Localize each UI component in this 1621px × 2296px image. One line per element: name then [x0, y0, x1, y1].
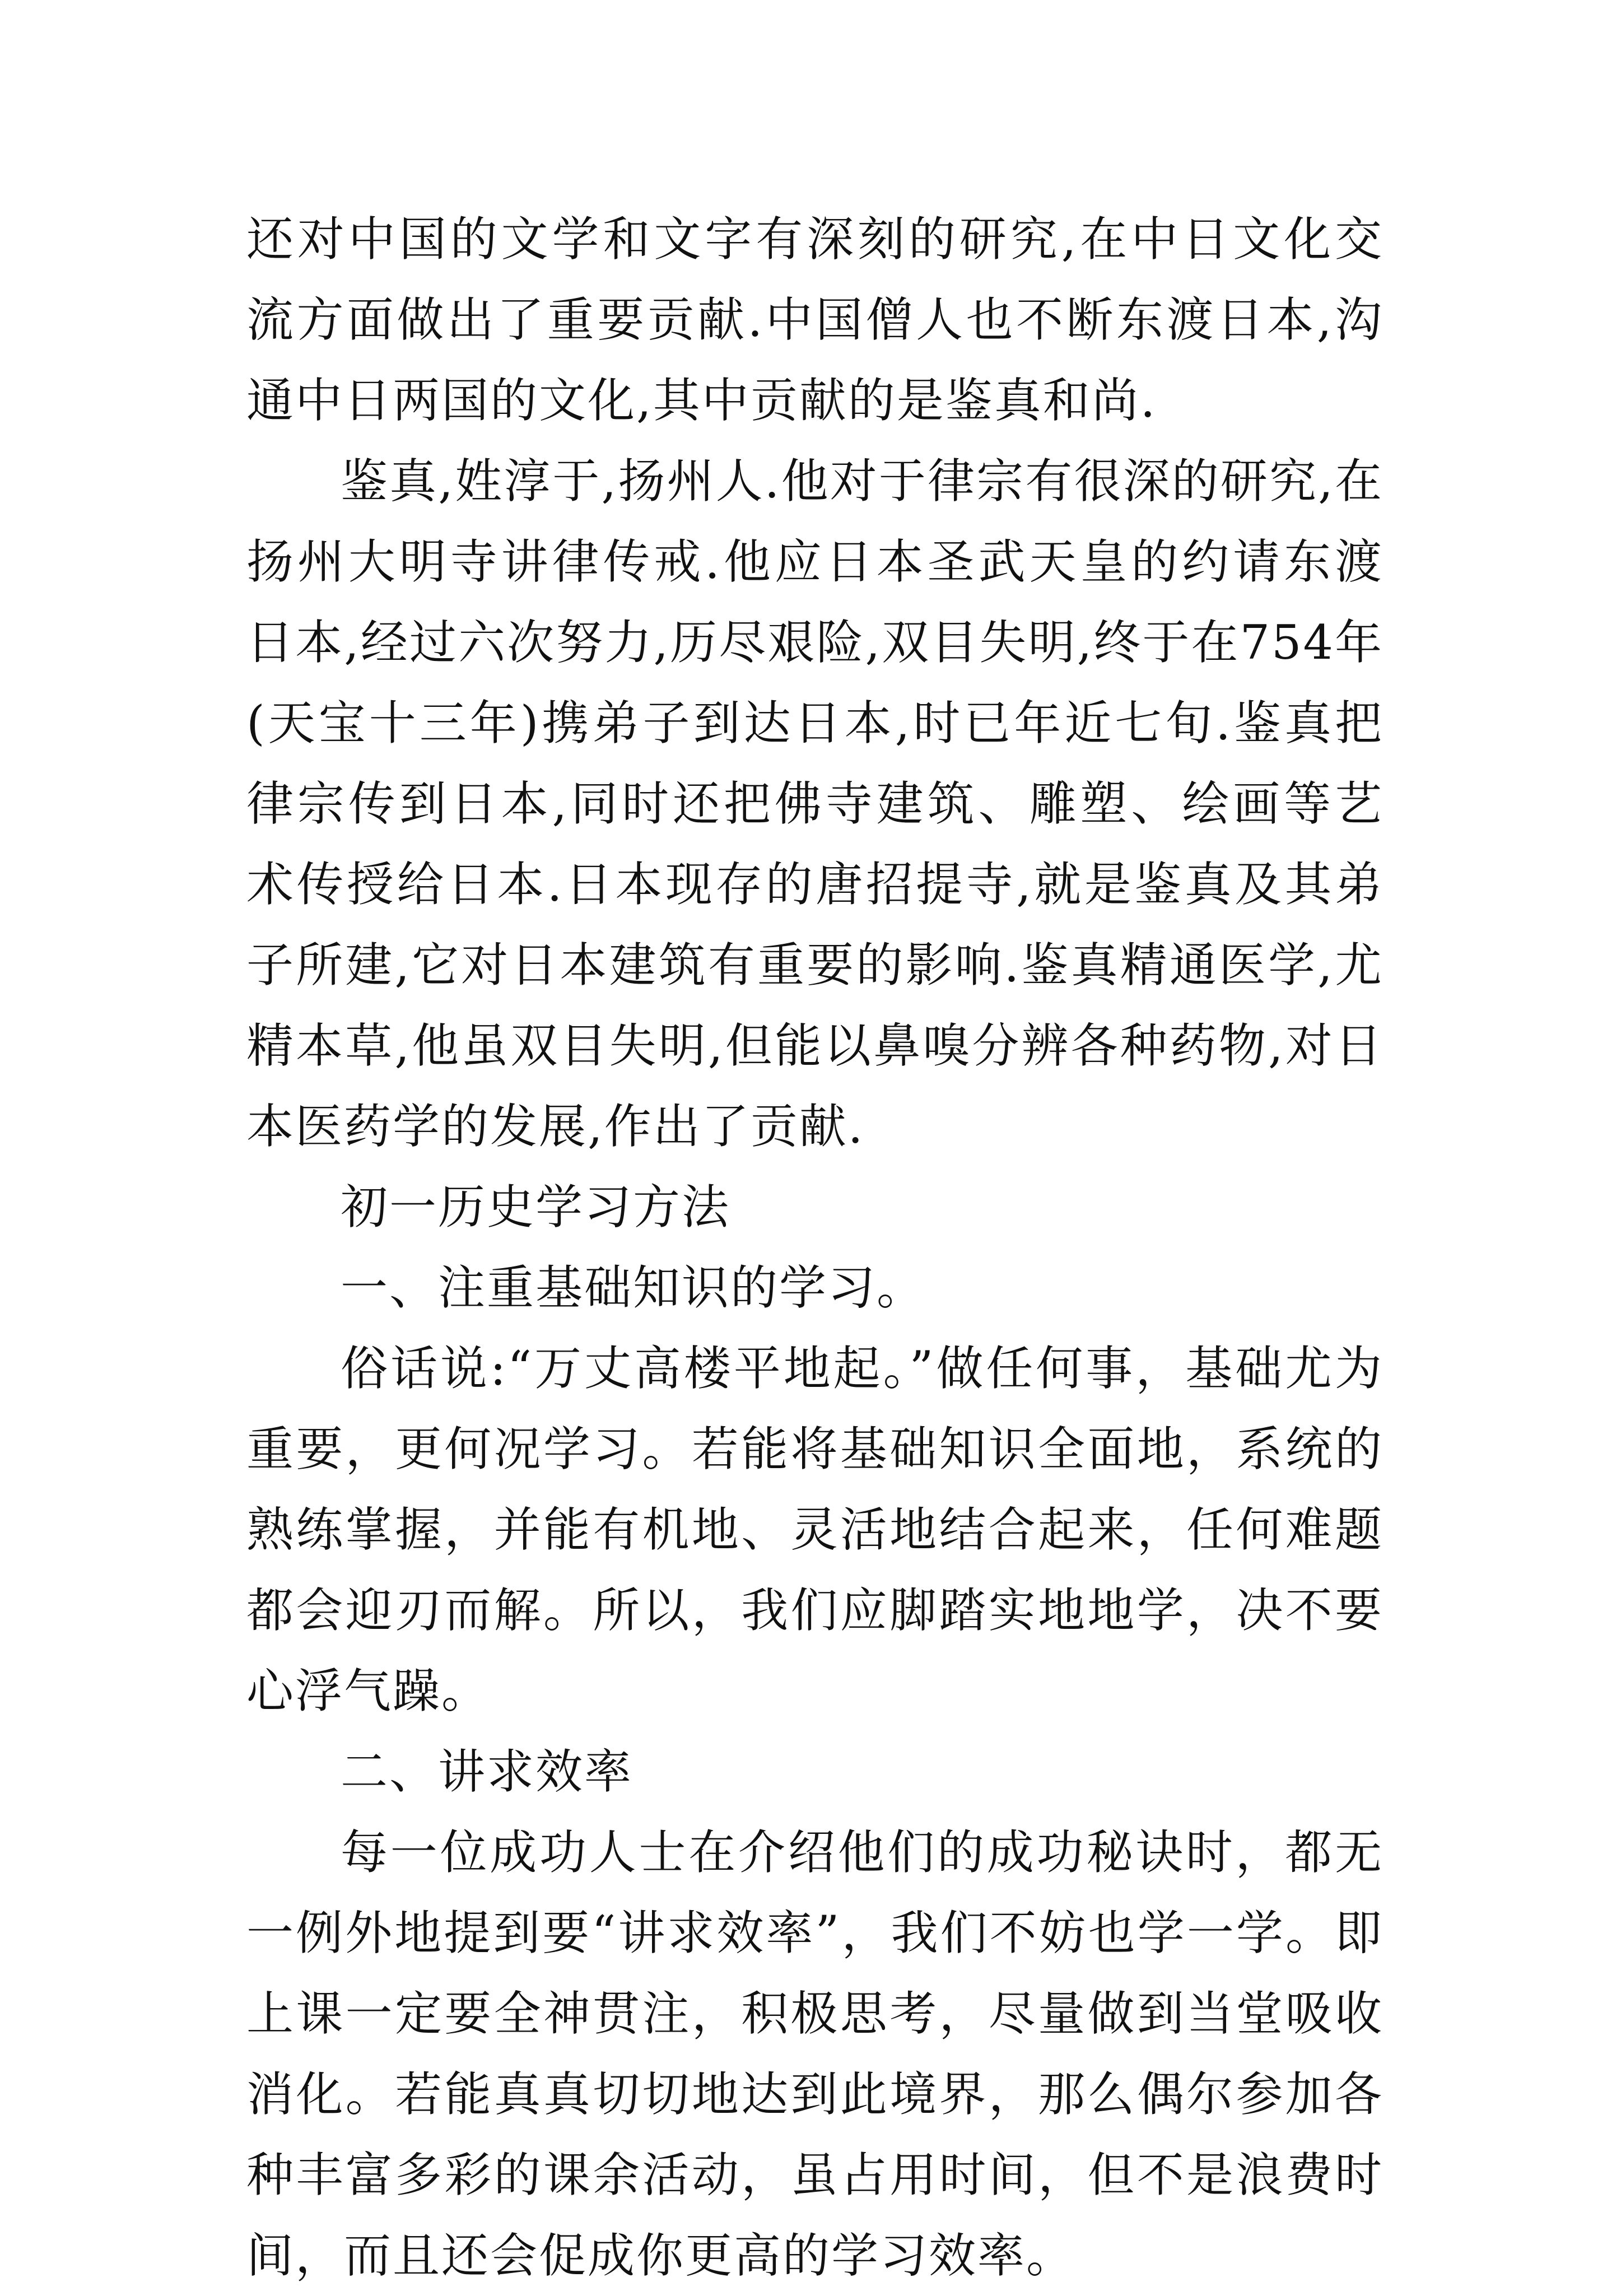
paragraph-basics: 俗话说:“万丈高楼平地起。”做任何事，基础尤为重要，更何况学习。若能将基础知识全面地，系统的熟练掌握，并能有机地、灵活地结合起来，任何难题都会迎刃而解。所以，我们应脚踏实地地学，决不要心浮气躁。 [246, 1341, 1384, 1718]
paragraph-efficiency: 每一位成功人士在介绍他们的成功秘诀时，都无一例外地提到要“讲求效率”，我们不妨也学一学。即上课一定要全神贯注，积极思考，尽量做到当堂吸收消化。若能真真切切地达到此境界，那么偶尔参加各种丰富多彩的课余活动，虽占用时间，但不是浪费时间，而且还会促成你更高的学习效率。 [246, 1825, 1384, 2283]
paragraph-jianzhen: 鉴真,姓淳于,扬州人.他对于律宗有很深的研究,在扬州大明寺讲律传戒.他应日本圣武天皇的约请东渡日本,经过六次努力,历尽艰险,双目失明,终于在754年(天宝十三年)携弟子到达日本,时已年近七旬.鉴真把律宗传到日本,同时还把佛寺建筑、雕塑、绘画等艺术传授给日本.日本现存的唐招提寺,就是鉴真及其弟子所建,它对日本建筑有重要的影响.鉴真精通医学,尤精本草,他虽双目失明,但能以鼻嗅分辨各种药物,对日本医药学的发展,作出了贡献. [246, 454, 1384, 1154]
paragraph-continuation: 还对中国的文学和文字有深刻的研究,在中日文化交流方面做出了重要贡献.中国僧人也不断东渡日本,沟通中日两国的文化,其中贡献的是鉴真和尚. [246, 212, 1384, 428]
section-heading-study-methods: 初一历史学习方法 [341, 1180, 731, 1235]
subheading-efficiency: 二、讲求效率 [341, 1744, 634, 1799]
document-body [246, 199, 1384, 2296]
subheading-basics: 一、注重基础知识的学习。 [341, 1260, 926, 1315]
